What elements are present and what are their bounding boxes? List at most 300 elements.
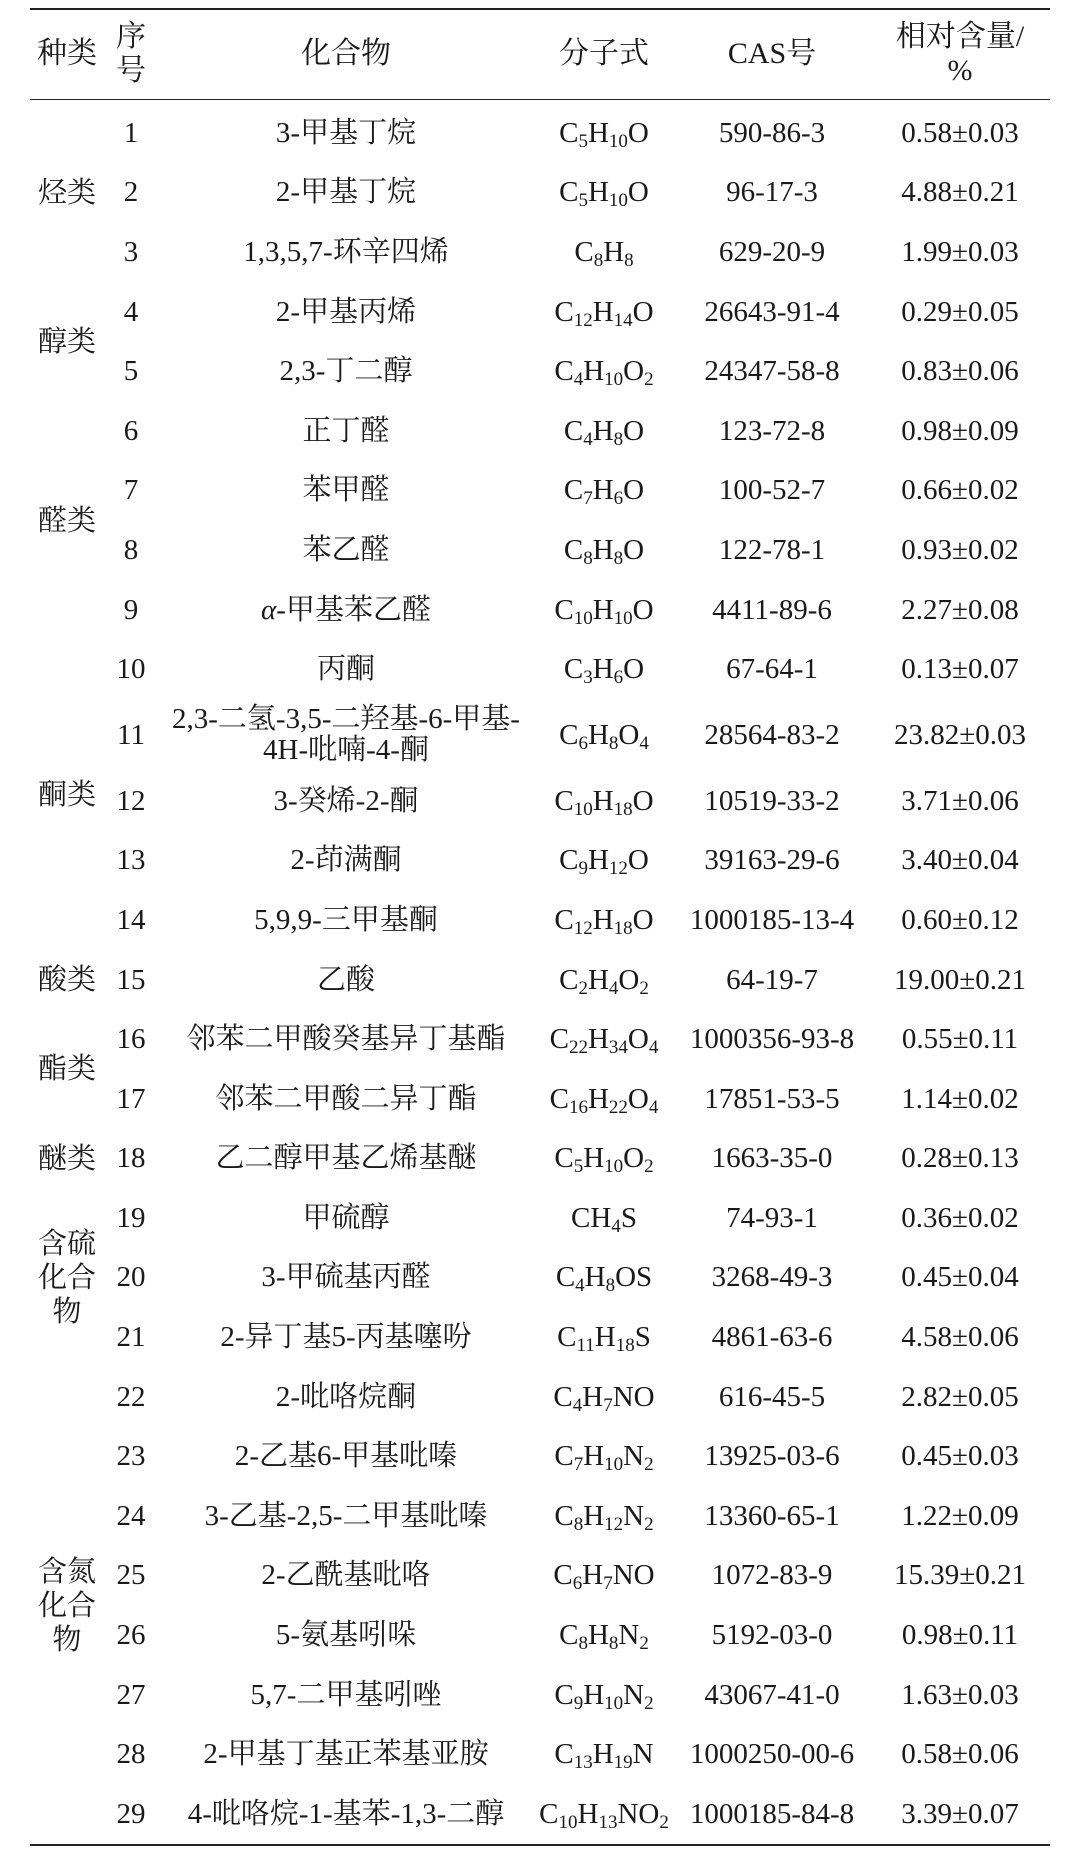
table-row xyxy=(30,223,1050,283)
category-cell: 醚类 xyxy=(37,1142,96,1175)
header-row xyxy=(30,9,1050,99)
table-row xyxy=(30,1069,1050,1129)
element-symbol: H xyxy=(583,355,605,388)
compound-name-cell xyxy=(158,580,534,640)
element-symbol: H xyxy=(587,1082,609,1115)
formula-cell xyxy=(534,1308,674,1368)
compound-name-cell: 乙二醇甲基乙烯基醚 xyxy=(215,1142,477,1175)
cas-cell: 17851-53-5 xyxy=(704,1082,840,1115)
cas-cell: 39163-29-6 xyxy=(704,844,840,877)
table-row xyxy=(30,580,1050,640)
volatile-compounds-table xyxy=(30,8,1050,1846)
element-count: 8 xyxy=(624,249,634,271)
element-symbol: O xyxy=(632,295,654,328)
table-row xyxy=(30,1606,1050,1666)
element-count: 10 xyxy=(573,798,593,820)
cas-cell: 24347-58-8 xyxy=(704,355,840,388)
formula-cell xyxy=(534,223,674,283)
element-count: 2 xyxy=(578,977,588,999)
element-symbol: C xyxy=(553,1380,573,1413)
element-count: 4 xyxy=(639,732,649,754)
element-symbol: OS xyxy=(615,1261,653,1294)
compound-name-cell: 2,3-丁二醇 xyxy=(279,355,413,388)
index-cell: 14 xyxy=(116,903,146,936)
header-category: 种类 xyxy=(37,37,97,71)
cas-cell: 1000250-00-6 xyxy=(689,1738,855,1771)
element-symbol: C xyxy=(559,844,579,877)
compound-name-cell: 甲硫醇 xyxy=(302,1201,390,1234)
cas-cell: 590-86-3 xyxy=(718,116,826,149)
compound-name-cell: 邻苯二甲酸二异丁酯 xyxy=(215,1082,477,1115)
cas-cell: 1663-35-0 xyxy=(711,1142,833,1175)
index-cell: 12 xyxy=(116,784,146,817)
element-symbol: C xyxy=(559,176,579,209)
index-cell: 16 xyxy=(116,1023,146,1056)
compound-name-cell: 3-甲基丁烷 xyxy=(275,116,417,149)
element-symbol: CH xyxy=(571,1201,612,1234)
relative-content-cell: 19.00±0.21 xyxy=(894,963,1026,996)
element-count: 4 xyxy=(608,977,619,999)
element-symbol: H xyxy=(583,1678,605,1711)
cas-cell: 26643-91-4 xyxy=(704,295,840,328)
formula-cell xyxy=(534,163,674,223)
element-symbol: C xyxy=(554,1142,574,1175)
formula-cell xyxy=(534,1248,674,1308)
element-count: 10 xyxy=(604,1692,624,1714)
element-symbol: C xyxy=(554,903,574,936)
cas-cell: 616-45-5 xyxy=(718,1380,826,1413)
element-count: 5 xyxy=(578,190,588,212)
element-count: 4 xyxy=(583,428,593,450)
cas-cell: 74-93-1 xyxy=(726,1201,818,1234)
relative-content-cell: 1.99±0.03 xyxy=(901,235,1019,268)
index-cell: 13 xyxy=(116,844,146,877)
formula-cell xyxy=(534,1725,674,1785)
element-count: 3 xyxy=(583,667,593,689)
element-count: 12 xyxy=(573,917,593,939)
cas-cell: 4861-63-6 xyxy=(711,1321,833,1354)
element-count: 12 xyxy=(608,858,628,880)
element-symbol: C xyxy=(553,1559,573,1592)
element-symbol: C xyxy=(574,235,594,268)
element-count: 10 xyxy=(558,1811,578,1833)
relative-content-cell: 0.98±0.09 xyxy=(901,414,1019,447)
table-row xyxy=(30,1725,1050,1785)
element-count: 8 xyxy=(578,1633,588,1655)
formula-cell xyxy=(534,461,674,521)
header-compound: 化合物 xyxy=(301,37,391,71)
element-count: 18 xyxy=(615,1335,635,1357)
element-symbol: H xyxy=(582,1380,604,1413)
cas-cell: 1000185-13-4 xyxy=(689,903,855,936)
index-cell: 7 xyxy=(123,474,139,507)
formula-cell xyxy=(534,1487,674,1547)
element-count: 6 xyxy=(572,1573,583,1595)
element-symbol: H xyxy=(592,653,614,686)
element-symbol: N xyxy=(632,1738,654,1771)
element-symbol: C xyxy=(559,116,579,149)
index-cell: 10 xyxy=(116,653,146,686)
compound-name-cell: 2-异丁基5-丙基噻吩 xyxy=(220,1321,472,1354)
element-symbol: O xyxy=(632,784,654,817)
element-symbol: C xyxy=(563,414,584,447)
relative-content-cell: 1.22±0.09 xyxy=(901,1499,1019,1532)
compound-name-cell: 2-乙酰基吡咯 xyxy=(261,1559,431,1592)
element-count: 11 xyxy=(576,1335,595,1357)
relative-content-cell: 15.39±0.21 xyxy=(894,1559,1026,1592)
element-symbol: C xyxy=(554,593,574,626)
index-cell: 19 xyxy=(116,1201,146,1234)
element-count: 10 xyxy=(604,1454,624,1476)
compound-name-cell: 2-甲基丁烷 xyxy=(275,176,417,209)
element-count: 13 xyxy=(573,1752,593,1774)
element-symbol: H xyxy=(583,1142,605,1175)
element-count: 6 xyxy=(578,732,588,754)
relative-content-cell: 0.93±0.02 xyxy=(901,533,1019,566)
formula-cell xyxy=(534,1129,674,1189)
relative-content-cell: 1.14±0.02 xyxy=(901,1082,1019,1115)
table-row xyxy=(30,950,1050,1010)
index-cell: 25 xyxy=(116,1559,146,1592)
element-count: 10 xyxy=(604,1156,624,1178)
table-row xyxy=(30,163,1050,223)
cas-cell: 1072-83-9 xyxy=(711,1559,833,1592)
element-symbol: C xyxy=(563,474,584,507)
compound-name-cell: 2-乙基6-甲基吡嗪 xyxy=(234,1440,458,1473)
index-cell: 11 xyxy=(117,718,145,751)
element-symbol: O xyxy=(623,474,645,507)
relative-content-cell: 0.45±0.04 xyxy=(901,1261,1019,1294)
formula-cell xyxy=(534,401,674,461)
element-count: 7 xyxy=(583,488,593,510)
table-row xyxy=(30,521,1050,581)
element-symbol: C xyxy=(554,295,574,328)
relative-content-cell: 0.58±0.06 xyxy=(901,1738,1019,1771)
relative-content-cell: 0.55±0.11 xyxy=(901,1023,1019,1056)
element-count: 6 xyxy=(613,667,624,689)
element-symbol: H xyxy=(592,533,614,566)
element-count: 18 xyxy=(613,917,633,939)
element-symbol: N xyxy=(618,1619,640,1652)
index-cell: 6 xyxy=(123,414,139,447)
element-count: 4 xyxy=(648,1096,659,1118)
formula-cell xyxy=(534,1665,674,1725)
element-count: 9 xyxy=(573,1692,584,1714)
table-row xyxy=(30,99,1050,163)
element-count: 13 xyxy=(598,1811,618,1833)
table-row xyxy=(30,771,1050,831)
element-count: 12 xyxy=(604,1513,624,1535)
cas-cell: 10519-33-2 xyxy=(704,784,840,817)
element-symbol: C xyxy=(554,1440,574,1473)
table-row xyxy=(30,1010,1050,1070)
element-symbol: O xyxy=(627,1082,649,1115)
category-cell: 烃类 xyxy=(37,176,96,209)
relative-content-cell: 0.29±0.05 xyxy=(901,295,1019,328)
relative-content-cell: 0.28±0.13 xyxy=(901,1142,1019,1175)
element-symbol: C xyxy=(559,718,579,751)
table-row xyxy=(30,1308,1050,1368)
table-row xyxy=(30,640,1050,700)
relative-content-cell: 4.58±0.06 xyxy=(901,1321,1019,1354)
index-cell: 26 xyxy=(116,1619,146,1652)
formula-cell xyxy=(534,1010,674,1070)
formula-cell xyxy=(534,1427,674,1487)
element-symbol: H xyxy=(592,903,614,936)
element-count: 5 xyxy=(573,1156,584,1178)
element-symbol: C xyxy=(549,1082,569,1115)
element-symbol: C xyxy=(555,1261,576,1294)
element-symbol: N xyxy=(623,1678,645,1711)
relative-content-cell: 0.60±0.12 xyxy=(901,903,1019,936)
element-symbol: O xyxy=(632,903,654,936)
header-cas: CAS号 xyxy=(727,37,817,71)
compound-name-cell: 1,3,5,7-环辛四烯 xyxy=(243,235,449,268)
cas-cell: 5192-03-0 xyxy=(711,1619,833,1652)
element-symbol: H xyxy=(584,1261,606,1294)
element-symbol: O xyxy=(623,1142,645,1175)
compound-name-cell: 2,3-二氢-3,5-二羟基-6-甲基- 4H-吡喃-4-酮 xyxy=(172,703,520,767)
element-symbol: O xyxy=(623,653,645,686)
table-row xyxy=(30,282,1050,342)
header-relative-content: 相对含量/ % xyxy=(895,20,1025,88)
compound-table-container xyxy=(30,8,1050,1846)
element-count: 22 xyxy=(608,1096,628,1118)
table-row xyxy=(30,1248,1050,1308)
index-cell: 8 xyxy=(123,533,139,566)
relative-content-cell: 2.27±0.08 xyxy=(901,593,1019,626)
element-symbol: H xyxy=(582,1559,604,1592)
element-count: 14 xyxy=(613,309,633,331)
cas-cell: 100-52-7 xyxy=(718,474,826,507)
category-cell: 醛类 xyxy=(37,504,96,537)
element-symbol: H xyxy=(587,1619,609,1652)
element-symbol: NO xyxy=(617,1797,660,1830)
element-count: 9 xyxy=(578,858,588,880)
index-cell: 15 xyxy=(116,963,146,996)
relative-content-cell: 2.82±0.05 xyxy=(901,1380,1019,1413)
element-symbol: S xyxy=(634,1321,651,1354)
formula-cell xyxy=(534,1546,674,1606)
element-symbol: H xyxy=(583,1440,605,1473)
element-count: 7 xyxy=(573,1454,584,1476)
element-count: 2 xyxy=(644,1454,654,1476)
index-cell: 23 xyxy=(116,1440,146,1473)
element-count: 4 xyxy=(611,1215,621,1237)
index-cell: 20 xyxy=(116,1261,146,1294)
cas-cell: 28564-83-2 xyxy=(704,718,840,751)
cas-cell: 43067-41-0 xyxy=(704,1678,840,1711)
element-count: 2 xyxy=(644,369,654,391)
formula-cell xyxy=(534,1367,674,1427)
element-symbol: H xyxy=(594,1321,616,1354)
header-formula: 分子式 xyxy=(559,37,649,71)
index-cell: 2 xyxy=(123,176,139,209)
element-symbol: H xyxy=(592,295,614,328)
cas-cell: 13925-03-6 xyxy=(704,1440,840,1473)
relative-content-cell: 3.40±0.04 xyxy=(901,844,1019,877)
element-symbol: O xyxy=(632,593,654,626)
header-index: 序 号 xyxy=(116,20,146,88)
element-count: 12 xyxy=(573,309,593,331)
compound-name: -甲基苯乙醛 xyxy=(276,593,431,626)
category-cell: 醇类 xyxy=(37,325,96,358)
index-cell: 17 xyxy=(116,1082,146,1115)
element-symbol: O xyxy=(618,963,640,996)
element-symbol: O xyxy=(618,718,640,751)
index-cell: 3 xyxy=(123,235,139,268)
table-row xyxy=(30,401,1050,461)
element-count: 19 xyxy=(613,1752,633,1774)
formula-cell xyxy=(534,1606,674,1666)
element-symbol: C xyxy=(554,784,574,817)
element-count: 18 xyxy=(613,798,633,820)
compound-name-cell: 2-茚满酮 xyxy=(290,844,402,877)
relative-content-cell: 4.88±0.21 xyxy=(901,176,1019,209)
category-cell: 含氮 化合 物 xyxy=(37,1555,96,1656)
element-symbol: NO xyxy=(612,1559,655,1592)
element-count: 6 xyxy=(613,488,624,510)
element-count: 8 xyxy=(608,732,619,754)
table-row xyxy=(30,1427,1050,1487)
formula-cell xyxy=(534,1785,674,1846)
table-row xyxy=(30,342,1050,402)
element-count: 8 xyxy=(583,547,593,569)
formula-cell xyxy=(534,771,674,831)
index-cell: 22 xyxy=(116,1380,146,1413)
formula-cell xyxy=(534,282,674,342)
element-symbol: NO xyxy=(612,1380,655,1413)
element-symbol: O xyxy=(623,355,645,388)
element-count: 2 xyxy=(644,1692,654,1714)
element-symbol: H xyxy=(587,1023,609,1056)
element-symbol: C xyxy=(554,1499,574,1532)
relative-content-cell: 3.71±0.06 xyxy=(901,784,1019,817)
table-row xyxy=(30,1546,1050,1606)
element-symbol: H xyxy=(592,414,614,447)
element-symbol: O xyxy=(623,533,645,566)
formula-cell xyxy=(534,1069,674,1129)
compound-name-cell: 5-氨基吲哚 xyxy=(275,1619,417,1652)
formula-cell xyxy=(534,580,674,640)
element-symbol: C xyxy=(563,653,584,686)
element-symbol: C xyxy=(559,1619,579,1652)
compound-name-cell: 2-吡咯烷酮 xyxy=(275,1380,417,1413)
formula-cell xyxy=(534,640,674,700)
table-row xyxy=(30,831,1050,891)
formula-cell xyxy=(534,891,674,951)
formula-cell xyxy=(534,99,674,163)
index-cell: 18 xyxy=(116,1142,146,1175)
formula-cell xyxy=(534,521,674,581)
index-cell: 9 xyxy=(123,593,139,626)
category-cell: 酮类 xyxy=(37,779,96,812)
compound-name-cell: 3-癸烯-2-酮 xyxy=(273,784,419,817)
element-count: 4 xyxy=(648,1037,659,1059)
category-cell: 酯类 xyxy=(37,1053,96,1086)
relative-content-cell: 3.39±0.07 xyxy=(901,1797,1019,1830)
element-symbol: H xyxy=(587,116,609,149)
table-body xyxy=(30,99,1050,1845)
element-count: 2 xyxy=(639,977,649,999)
element-count: 8 xyxy=(573,1513,584,1535)
cas-cell: 96-17-3 xyxy=(726,176,818,209)
element-count: 8 xyxy=(613,547,624,569)
cas-cell: 4411-89-6 xyxy=(712,593,832,626)
index-cell: 1 xyxy=(123,116,139,149)
table-header xyxy=(30,9,1050,99)
table-row xyxy=(30,699,1050,771)
element-symbol: O xyxy=(627,116,649,149)
table-row xyxy=(30,1665,1050,1725)
element-count: 8 xyxy=(613,428,624,450)
element-symbol: S xyxy=(620,1201,637,1234)
cas-cell: 123-72-8 xyxy=(718,414,826,447)
compound-name-cell: 苯乙醛 xyxy=(302,533,390,566)
table-row xyxy=(30,891,1050,951)
element-symbol: C xyxy=(554,1738,574,1771)
element-count: 16 xyxy=(568,1096,588,1118)
element-symbol: C xyxy=(557,1321,577,1354)
relative-content-cell: 0.83±0.06 xyxy=(901,355,1019,388)
table-row xyxy=(30,1129,1050,1189)
element-count: 4 xyxy=(575,1275,585,1297)
relative-content-cell: 23.82±0.03 xyxy=(894,718,1026,751)
table-row xyxy=(30,1189,1050,1249)
relative-content-cell: 0.58±0.03 xyxy=(901,116,1019,149)
element-symbol: N xyxy=(623,1499,645,1532)
index-cell: 4 xyxy=(123,295,139,328)
element-symbol: C xyxy=(554,355,574,388)
element-symbol: H xyxy=(587,176,609,209)
element-count: 10 xyxy=(608,130,628,152)
relative-content-cell: 0.45±0.03 xyxy=(901,1440,1019,1473)
element-symbol: H xyxy=(583,1499,605,1532)
cas-cell: 1000185-84-8 xyxy=(689,1797,855,1830)
formula-cell xyxy=(534,950,674,1010)
element-count: 8 xyxy=(605,1275,616,1297)
element-symbol: C xyxy=(549,1023,569,1056)
index-cell: 21 xyxy=(116,1321,146,1354)
element-symbol: H xyxy=(592,784,614,817)
element-count: 4 xyxy=(572,1394,583,1416)
index-cell: 24 xyxy=(116,1499,146,1532)
category-cell: 含硫 化合 物 xyxy=(37,1227,96,1328)
element-count: 2 xyxy=(644,1156,654,1178)
element-count: 2 xyxy=(644,1513,654,1535)
element-symbol: H xyxy=(603,235,625,268)
element-symbol: C xyxy=(554,1678,574,1711)
table-row xyxy=(30,1487,1050,1547)
element-symbol: H xyxy=(592,1738,614,1771)
index-cell: 27 xyxy=(116,1678,146,1711)
element-count: 8 xyxy=(608,1633,619,1655)
index-cell: 28 xyxy=(116,1738,146,1771)
element-symbol: H xyxy=(587,718,609,751)
compound-name-cell: 丙酮 xyxy=(316,653,375,686)
relative-content-cell: 0.36±0.02 xyxy=(901,1201,1019,1234)
compound-name-cell: 2-甲基丙烯 xyxy=(275,295,417,328)
element-symbol: O xyxy=(627,176,649,209)
element-count: 2 xyxy=(639,1633,649,1655)
element-count: 2 xyxy=(659,1811,669,1833)
index-cell: 5 xyxy=(123,355,139,388)
element-symbol: H xyxy=(592,593,614,626)
cas-cell: 3268-49-3 xyxy=(711,1261,833,1294)
relative-content-cell: 1.63±0.03 xyxy=(901,1678,1019,1711)
formula-cell xyxy=(534,1189,674,1249)
compound-name-cell: 5,7-二甲基吲唑 xyxy=(250,1678,442,1711)
